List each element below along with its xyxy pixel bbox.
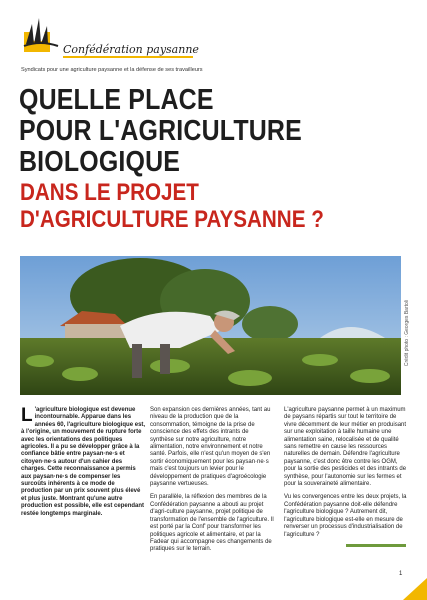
body-column-3 bbox=[284, 407, 408, 545]
accent-bar bbox=[346, 544, 406, 547]
farmer-field-photo bbox=[20, 256, 401, 395]
org-name: Confédération paysanne bbox=[63, 43, 199, 56]
title-line-2: POUR L'AGRICULTURE bbox=[19, 115, 302, 147]
photo-credit: Crédit photo : Georges Bartoli bbox=[404, 300, 410, 367]
title-line-3: BIOLOGIQUE bbox=[19, 146, 181, 178]
org-name-underline bbox=[63, 56, 193, 58]
drop-cap: L bbox=[21, 405, 33, 426]
body-column-2 bbox=[150, 407, 274, 560]
confederation-paysanne-logo bbox=[22, 14, 62, 54]
paragraph: En parallèle, la réflexion des membres de la Confédération paysanne a abouti au projet d'agri-culture paysanne, projet politique de transformation de l'ensemble de l'agriculture. Il est porté par la Conf' pour transformer les politiques agricole et alimentaire, et par la Fadear qui accompagne ces changements de pratiques sur le terrain. bbox=[150, 494, 274, 553]
title-line-1: QUELLE PLACE bbox=[19, 84, 214, 116]
intro-paragraph: 'agriculture biologique est devenue incontournable. Apparue dans les années 60, l'agriculture biologique est, à l'origine, un mouvement de rupture forte avec les orientations des politiques agricoles. Il a pu se développer grâce à la confiance bâtie entre paysan·ne·s et citoyen·ne·s autour d'un cahier des charges. Cette reconnaissance a permis aux paysan·ne·s de compenser les surcoûts inhérents à ce mode de production par un prix souvent plus élevé et plus juste. Montrant qu'une autre production est possible, elle est cependant restée longtemps marginale. bbox=[21, 407, 146, 517]
paragraph: L'agriculture paysanne permet à un maximum de paysans répartis sur tout le territoire de vivre décemment de leur métier en produisant sur une exploitation à taille humaine une alimentation saine, relocalisée et de qualité sans remettre en cause les ressources naturelles de demain. Défendre l'agriculture paysanne, c'est donc être contre les OGM, pour la sortie des pesticides et des intrants de synthèse, pour l'autonomie sur les fermes et pour la souveraineté alimentaire. bbox=[284, 407, 407, 488]
body-column-1 bbox=[21, 407, 146, 518]
paragraph: Vu les convergences entre les deux projets, la Confédération paysanne doit-elle défendre l'agriculture biologique ? Autrement dit, l'agriculture biologique est-elle en mesure de renverser un processus d'industrialisation de l'agriculture ? bbox=[284, 494, 407, 538]
subtitle-line-2: D'AGRICULTURE PAYSANNE ? bbox=[20, 206, 324, 233]
subtitle-line-1: DANS LE PROJET bbox=[20, 179, 199, 206]
page-corner-decoration bbox=[403, 578, 427, 600]
paragraph: Son expansion ces dernières années, tant au niveau de la production que de la consommation, témoigne de la prise de conscience des effets des intrants de synthèse sur notre agriculture, notre alimentation, notre environnement et notre santé. Parfois, elle n'est qu'un moyen de s'en sortir économiquement pour les paysan·ne·s mais c'est toujours un levier pour le développement de pratiques d'agroécologie paysanne vertueuses. bbox=[150, 407, 271, 488]
tagline: Syndicats pour une agriculture paysanne et la défense de ses travailleurs bbox=[21, 67, 203, 73]
page-number: 1 bbox=[399, 571, 403, 577]
